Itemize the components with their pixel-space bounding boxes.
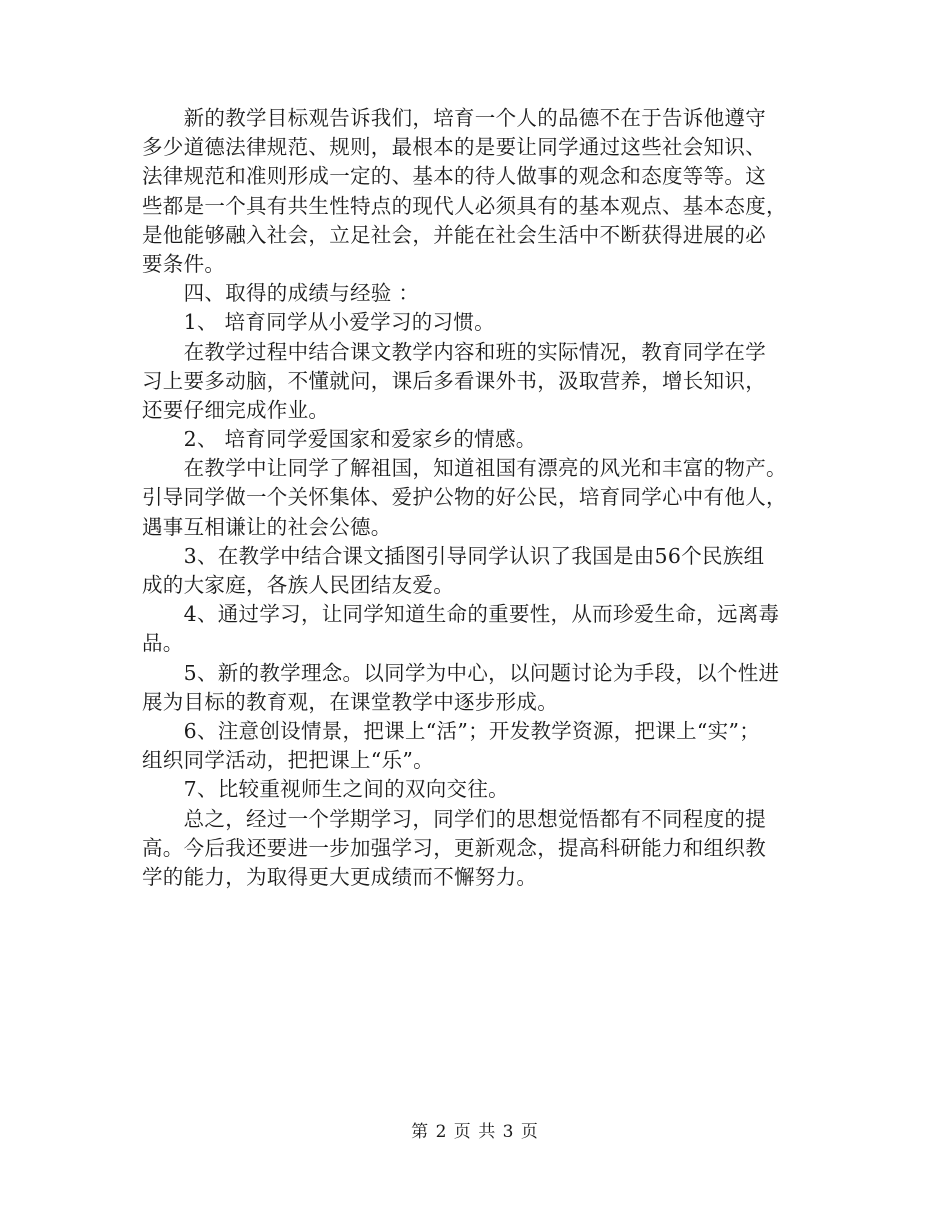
text-line: 5、新的教学理念。以同学为中心，以问题讨论为手段，以个性进 (142, 660, 780, 685)
text-line: 7、比较重视师生之间的双向交往。 (142, 777, 509, 802)
text-line: 6、注意创设情景，把课上“活”；开发教学资源，把课上“实”； (142, 718, 761, 743)
text-line: 要条件。 (142, 251, 226, 276)
text-line: 3、在教学中结合课文插图引导同学认识了我国是由56个民族组 (142, 543, 765, 568)
text-line: 组织同学活动，把把课上“乐”。 (142, 748, 434, 773)
text-line: 成的大家庭，各族人民团结友爱。 (142, 573, 454, 597)
text-line: 4、通过学习，让同学知道生命的重要性，从而珍爱生命，远离毒 (142, 602, 780, 627)
text-line: 高。今后我还要进一步加强学习，更新观念，提高科研能力和组织教 (142, 835, 766, 860)
text-line: 展为目标的教育观，在课堂教学中逐步形成。 (142, 689, 558, 714)
text-line: 些都是一个具有共生性特点的现代人必须具有的基本观点、基本态度， (142, 193, 787, 218)
text-line: 是他能够融入社会，立足社会，并能在社会生活中不断获得进展的必 (142, 222, 766, 247)
text-line: 还要仔细完成作业。 (142, 397, 330, 422)
page-number-footer: 第 2 页 共 3 页 (411, 1122, 539, 1142)
text-line: 习上要多动脑，不懂就问，课后多看课外书，汲取营养，增长知识， (142, 368, 766, 393)
text-line: 学的能力，为取得更大更成绩而不懈努力。 (142, 864, 538, 889)
document-body (142, 104, 814, 892)
text-line: 引导同学做一个关怀集体、爱护公物的好公民，培育同学心中有他人， (142, 485, 787, 510)
text-line: 总之，经过一个学期学习，同学们的思想觉悟都有不同程度的提 (142, 806, 766, 831)
list-item-heading: 1、 培育同学从小爱学习的习惯。 (142, 310, 495, 335)
text-line: 在教学过程中结合课文教学内容和班的实际情况，教育同学在学 (142, 339, 766, 364)
text-line: 多少道德法律规范、规则，最根本的是要让同学通过这些社会知识、 (142, 135, 766, 160)
text-line: 遇事互相谦让的社会公德。 (142, 514, 392, 539)
list-item-heading: 2、 培育同学爱国家和爱家乡的情感。 (142, 427, 537, 452)
text-line: 在教学中让同学了解祖国，知道祖国有漂亮的风光和丰富的物产。 (142, 456, 787, 481)
text-line: 新的教学目标观告诉我们，培育一个人的品德不在于告诉他遵守 (142, 106, 766, 130)
text-line: 法律规范和准则形成一定的、基本的待人做事的观念和态度等等。这 (142, 164, 766, 189)
text-line: 品。 (142, 631, 184, 656)
section-heading: 四、取得的成绩与经验 ： (142, 281, 420, 306)
